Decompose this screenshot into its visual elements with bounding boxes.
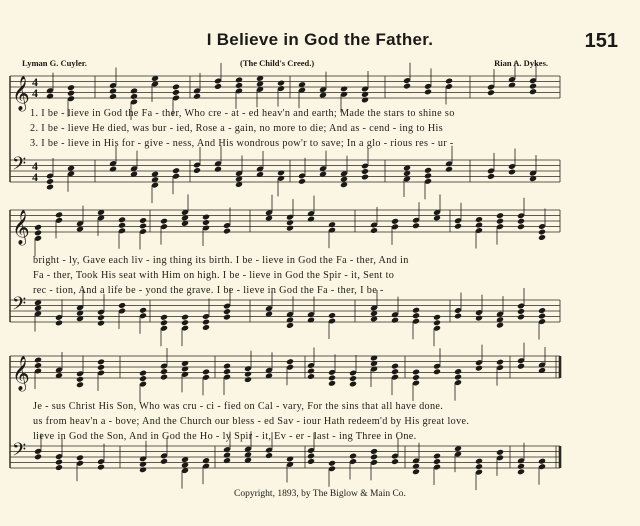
- note-head: [76, 376, 84, 383]
- note-head: [109, 166, 117, 173]
- lyric-line: bright - ly, Gave each liv - ing thing its birth. I be - lieve in God the Fa - ther, And in: [33, 255, 409, 266]
- note-head: [529, 88, 537, 95]
- note-head: [160, 458, 168, 465]
- note-head: [223, 457, 231, 464]
- note-head: [223, 308, 231, 315]
- note-head: [298, 178, 306, 185]
- note-head: [223, 363, 231, 370]
- note-head: [517, 218, 525, 225]
- note-head: [277, 80, 285, 87]
- page-number: 151: [584, 30, 618, 52]
- note-head: [34, 224, 42, 231]
- note-head: [193, 167, 201, 174]
- note-head: [412, 307, 420, 314]
- note-head: [223, 452, 231, 459]
- note-head: [139, 461, 147, 468]
- note-head: [97, 358, 105, 365]
- note-head: [181, 319, 189, 326]
- note-head: [235, 77, 243, 84]
- note-head: [391, 317, 399, 324]
- note-head: [202, 219, 210, 226]
- note-head: [538, 229, 546, 236]
- note-head: [517, 363, 525, 370]
- note-head: [265, 452, 273, 459]
- note-head: [433, 453, 441, 460]
- note-head: [76, 454, 84, 461]
- note-head: [361, 168, 369, 175]
- note-head: [160, 218, 168, 225]
- note-head: [202, 319, 210, 326]
- note-head: [193, 93, 201, 100]
- note-head: [244, 376, 252, 383]
- arranger-credit: Rian A. Dykes.: [494, 58, 548, 68]
- note-head: [130, 93, 138, 100]
- note-head: [508, 169, 516, 176]
- note-head: [538, 458, 546, 465]
- note-head: [97, 314, 105, 321]
- note-head: [97, 464, 105, 471]
- note-head: [286, 322, 294, 329]
- note-head: [109, 88, 117, 95]
- time-signature: 4: [32, 159, 38, 173]
- note-head: [496, 218, 504, 225]
- copyright-footer: Copyright, 1893, by The Biglow & Main Co.: [234, 489, 406, 499]
- note-head: [454, 223, 462, 230]
- note-head: [160, 319, 168, 326]
- note-head: [286, 219, 294, 226]
- note-head: [139, 223, 147, 230]
- note-head: [349, 381, 357, 388]
- note-head: [160, 314, 168, 321]
- note-head: [424, 167, 432, 174]
- note-head: [139, 370, 147, 377]
- note-head: [328, 312, 336, 319]
- note-head: [307, 368, 315, 375]
- time-signature: 4: [32, 86, 38, 100]
- note-head: [97, 364, 105, 371]
- note-head: [517, 463, 525, 470]
- bass-clef-icon: 𝄢: [12, 440, 27, 465]
- bass-clef-icon: 𝄢: [12, 294, 27, 319]
- note-head: [307, 453, 315, 460]
- note-head: [391, 218, 399, 225]
- note-head: [34, 362, 42, 369]
- note-head: [412, 312, 420, 319]
- note-head: [55, 320, 63, 327]
- note-head: [424, 88, 432, 95]
- note-head: [286, 225, 294, 232]
- note-head: [160, 374, 168, 381]
- note-head: [538, 234, 546, 241]
- note-head: [349, 453, 357, 460]
- lyric-line: 1. I be - lieve in God the Fa - ther, Who cre - at - ed heav'n and earth; Made the stars to shine so: [30, 108, 455, 119]
- note-head: [55, 211, 63, 218]
- note-head: [76, 381, 84, 388]
- note-head: [139, 375, 147, 382]
- note-head: [496, 449, 504, 456]
- time-signature: 4: [32, 75, 38, 89]
- note-head: [412, 222, 420, 229]
- note-head: [445, 78, 453, 85]
- note-head: [307, 373, 315, 380]
- time-signature: 4: [32, 170, 38, 184]
- note-head: [517, 314, 525, 321]
- note-head: [328, 380, 336, 387]
- note-head: [538, 307, 546, 314]
- note-head: [475, 315, 483, 322]
- note-head: [487, 173, 495, 180]
- lyric-line: Je - sus Christ His Son, Who was cru - ci - fied on Cal - vary, For the sins that all have done.: [33, 401, 444, 412]
- note-head: [118, 216, 126, 223]
- note-head: [433, 314, 441, 321]
- note-head: [475, 463, 483, 470]
- bass-clef-icon: 𝄢: [12, 154, 27, 179]
- hymn-title: I Believe in God the Father.: [206, 30, 434, 49]
- note-head: [172, 83, 180, 90]
- note-head: [223, 228, 231, 235]
- note-head: [454, 313, 462, 320]
- note-head: [55, 464, 63, 471]
- note-head: [454, 374, 462, 381]
- note-head: [202, 324, 210, 331]
- note-head: [361, 97, 369, 104]
- note-head: [412, 463, 420, 470]
- note-head: [412, 374, 420, 381]
- note-head: [160, 368, 168, 375]
- note-head: [214, 83, 222, 90]
- note-head: [223, 368, 231, 375]
- note-head: [46, 184, 54, 191]
- note-head: [244, 371, 252, 378]
- note-head: [67, 90, 75, 97]
- note-head: [307, 317, 315, 324]
- note-head: [433, 319, 441, 326]
- note-head: [517, 223, 525, 230]
- note-head: [202, 214, 210, 221]
- note-head: [109, 93, 117, 100]
- note-head: [307, 216, 315, 223]
- lyric-line: 2. I be - lieve He died, was bur - ied, Rose a - gain, no more to die; And as - cend - ing to His: [30, 123, 444, 134]
- note-head: [181, 360, 189, 367]
- note-head: [202, 457, 210, 464]
- lyric-line: us from heav'n a - bove; And the Church our bless - ed Sav - iour Hath redeem'd by His great love.: [33, 416, 470, 427]
- note-head: [475, 458, 483, 465]
- note-head: [529, 83, 537, 90]
- note-head: [412, 369, 420, 376]
- note-head: [307, 458, 315, 465]
- note-head: [391, 363, 399, 370]
- note-head: [340, 85, 348, 92]
- note-head: [496, 359, 504, 366]
- note-head: [235, 82, 243, 89]
- lyric-line: 3. I be - lieve in His for - give - ness, And His wondrous pow'r to save; In a glo - rious res - ur -: [30, 138, 454, 149]
- note-head: [328, 374, 336, 381]
- note-head: [55, 459, 63, 466]
- lyric-line: rec - tion, And a life be - yond the grave. I be - lieve in God the Fa - ther, I be -: [33, 285, 384, 296]
- note-head: [34, 357, 42, 364]
- note-head: [139, 307, 147, 314]
- note-head: [223, 314, 231, 321]
- note-head: [496, 322, 504, 329]
- note-head: [370, 448, 378, 455]
- note-head: [361, 91, 369, 98]
- note-head: [475, 222, 483, 229]
- note-head: [538, 313, 546, 320]
- note-head: [118, 222, 126, 229]
- note-head: [349, 375, 357, 382]
- note-head: [46, 178, 54, 185]
- note-head: [370, 454, 378, 461]
- note-head: [391, 458, 399, 465]
- note-head: [433, 368, 441, 375]
- note-head: [370, 227, 378, 234]
- note-head: [496, 212, 504, 219]
- note-head: [118, 302, 126, 309]
- note-head: [361, 174, 369, 181]
- note-head: [181, 314, 189, 321]
- note-head: [67, 84, 75, 91]
- note-head: [286, 456, 294, 463]
- hymn-subtitle: (The Child's Creed.): [240, 58, 315, 68]
- note-head: [433, 458, 441, 465]
- note-head: [97, 320, 105, 327]
- note-head: [454, 368, 462, 375]
- note-head: [412, 468, 420, 475]
- note-head: [34, 229, 42, 236]
- note-head: [487, 89, 495, 96]
- note-head: [445, 166, 453, 173]
- note-head: [181, 366, 189, 373]
- treble-clef-icon: 𝄞: [12, 76, 30, 111]
- note-head: [139, 217, 147, 224]
- note-head: [46, 93, 54, 100]
- note-head: [139, 466, 147, 473]
- treble-clef-icon: 𝄞: [12, 210, 30, 245]
- note-head: [517, 468, 525, 475]
- composer-credit: Lyman G. Cuyler.: [22, 58, 87, 68]
- note-head: [286, 358, 294, 365]
- note-head: [130, 88, 138, 95]
- note-head: [475, 365, 483, 372]
- note-head: [328, 460, 336, 467]
- note-head: [328, 221, 336, 228]
- treble-clef-icon: 𝄞: [12, 356, 30, 391]
- lyric-line: lieve in God the Son, And in God the Ho - ly Spir - it, Ev - er - last - ing Three in One.: [33, 431, 417, 442]
- note-head: [277, 169, 285, 176]
- note-head: [403, 83, 411, 90]
- note-head: [391, 368, 399, 375]
- note-head: [214, 166, 222, 173]
- note-head: [517, 308, 525, 315]
- note-head: [172, 167, 180, 174]
- note-head: [172, 89, 180, 96]
- note-head: [202, 368, 210, 375]
- lyric-line: Fa - ther, Took His seat with Him on high. I be - lieve in God the Spir - it, Sent to: [33, 270, 395, 281]
- note-head: [424, 172, 432, 179]
- note-head: [34, 453, 42, 460]
- note-head: [475, 216, 483, 223]
